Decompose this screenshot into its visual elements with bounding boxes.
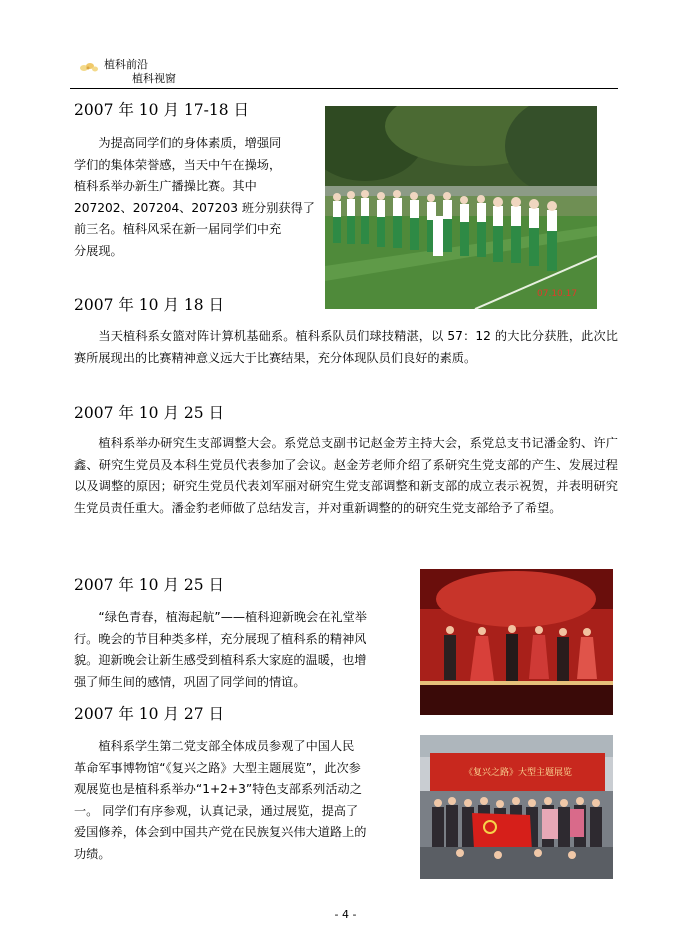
text-line: 爱国修养，体会到中国共产党在民族复兴伟大道路上的 xyxy=(74,825,367,839)
section-date: 2007 年 10 月 27 日 xyxy=(74,705,225,723)
text-line: 207202、207204、207203 班分别获得了 xyxy=(74,200,315,215)
section-paragraph: 当天植科系女篮对阵计算机基础系。植科系队员们球技精湛，以 57：12 的大比分获胜，此次比赛所展现出的比赛精神意义远大于比赛结果，充分体现队员们良好的素质。 xyxy=(74,329,618,365)
museum-visit-photo xyxy=(420,735,613,879)
text-line: 植科系学生第二党支部全体成员参观了中国人民 xyxy=(98,739,355,753)
page-number: - 4 - xyxy=(334,908,357,921)
section-date: 2007 年 10 月 25 日 xyxy=(74,576,225,594)
text-line: 貌。迎新晚会让新生感受到植科系大家庭的温暖，也增 xyxy=(74,653,367,667)
text-line: “绿色青春，植海起航”——植科迎新晚会在礼堂举 xyxy=(98,610,367,624)
section-paragraph xyxy=(74,736,414,865)
header-divider xyxy=(70,88,618,89)
section-paragraph xyxy=(74,133,324,262)
text-line: 观展览也是植科系举办“1+2+3”特色支部系列活动之 xyxy=(74,782,362,796)
text-line: 一。 同学们有序参观，认真记录，通过展览，提高了 xyxy=(74,803,359,818)
photo-date-stamp: 07.10.17 xyxy=(537,289,578,299)
text-line: 前三名。植科风采在新一届同学们中充 xyxy=(74,222,282,236)
flower-logo-icon xyxy=(79,60,99,74)
text-line: 功绩。 xyxy=(74,846,111,861)
header-line-2: 植科视窗 xyxy=(132,72,176,85)
exercise-competition-photo xyxy=(325,106,597,309)
header-line-1: 植科前沿 xyxy=(104,58,148,71)
section-date: 2007 年 10 月 25 日 xyxy=(74,404,225,422)
text-line: 革命军事博物馆“《复兴之路》大型主题展览”，此次参 xyxy=(74,760,361,775)
exhibition-banner-text: 《复兴之路》大型主题展览 xyxy=(463,768,573,778)
section-date: 2007 年 10 月 17-18 日 xyxy=(74,101,249,119)
text-line: 植科系举办新生广播操比赛。其中 xyxy=(74,179,257,193)
section-paragraph xyxy=(74,607,414,693)
welcome-party-photo xyxy=(420,569,613,715)
text-line: 为提高同学们的身体素质，增强同 xyxy=(98,136,282,150)
text-line: 行。晚会的节目种类多样，充分展现了植科系的精神风 xyxy=(74,631,367,646)
text-line: 学们的集体荣誉感，当天中午在操场， xyxy=(74,157,282,172)
section-paragraph: 植科系举办研究生支部调整大会。系党总支副书记赵金芳主持大会，系党总支书记潘金豹、许广鑫、研究生党员及本科生党员代表参加了会议。赵金芳老师介绍了系研究生党支部的产生、发展过程以及调整的原因；研究生党员代表刘军丽对研究生党支部调整和新支部的成立表示祝贺，并表明研究生党员责任重大。潘金豹老师做了总结发言，并对重新调整的的研究生党支部给予了希望。 xyxy=(74,436,618,515)
section-date: 2007 年 10 月 18 日 xyxy=(74,296,225,314)
text-line: 分展现。 xyxy=(74,243,123,258)
text-line: 强了师生间的感情，巩固了同学间的情谊。 xyxy=(74,674,306,689)
